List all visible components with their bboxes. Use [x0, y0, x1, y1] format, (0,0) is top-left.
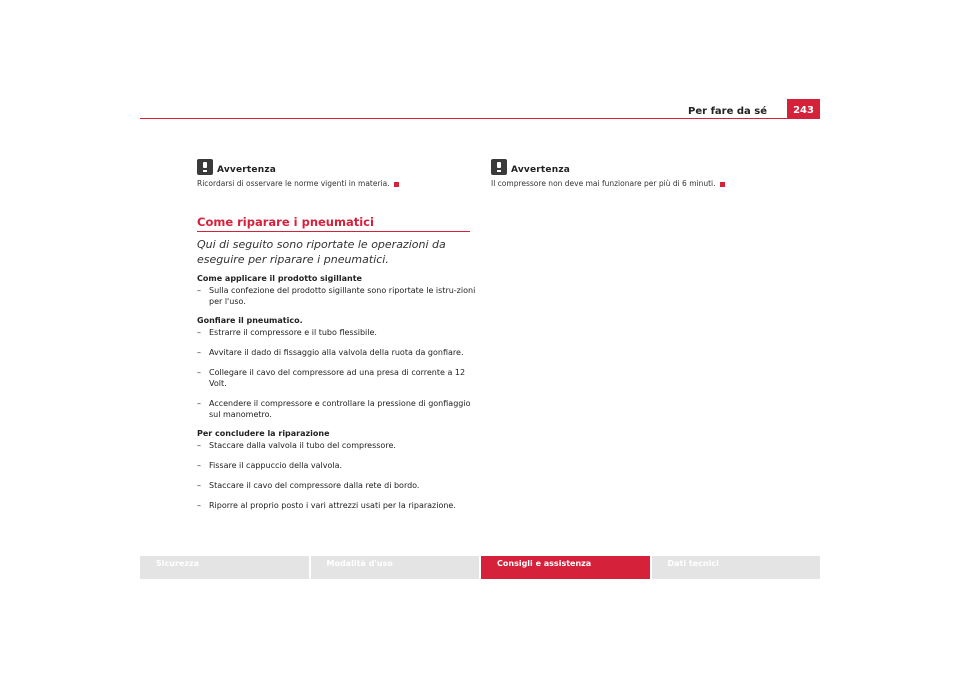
- section-end-icon: [720, 182, 725, 187]
- warning-note-right: [491, 159, 725, 188]
- dash: –: [197, 286, 201, 295]
- step-text: Riporre al proprio posto i vari attrezzi usati per la riparazione.: [209, 501, 456, 510]
- subheading: Come applicare il prodotto sigillante: [197, 274, 362, 283]
- note-body: Ricordarsi di osservare le norme vigenti in materia.: [197, 179, 390, 188]
- list-item: [197, 480, 477, 491]
- list-item: [197, 398, 477, 420]
- step-text: Staccare il cavo del compressore dalla rete di bordo.: [209, 481, 420, 490]
- warning-icon: [197, 159, 213, 175]
- list-item: [197, 367, 477, 389]
- dash: –: [197, 461, 201, 470]
- note-text: [197, 179, 399, 188]
- dash: –: [197, 348, 201, 357]
- dash: –: [197, 501, 201, 510]
- header-divider: [140, 118, 820, 119]
- note-title: Avvertenza: [511, 165, 571, 175]
- step-text: Collegare il cavo del compressore ad una presa di corrente a 12 Volt.: [209, 368, 466, 388]
- section-intro: Qui di seguito sono riportate le operazioni da eseguire per riparare i pneumatici.: [197, 238, 446, 266]
- list-item: [197, 347, 477, 358]
- step-text: Fissare il cappuccio della valvola.: [209, 461, 343, 470]
- step-text: Staccare dalla valvola il tubo del compressore.: [209, 441, 396, 450]
- footer-nav: [140, 556, 820, 579]
- step-text: Estrarre il compressore e il tubo flessibile.: [209, 328, 377, 337]
- warning-note-left: [197, 159, 399, 188]
- note-body: Il compressore non deve mai funzionare per più di 6 minuti.: [491, 179, 716, 188]
- dash: –: [197, 328, 201, 337]
- page-header: [0, 0, 960, 120]
- list-item: [197, 285, 477, 307]
- list-item: [197, 327, 477, 338]
- subheading: Gonfiare il pneumatico.: [197, 316, 303, 325]
- dash: –: [197, 481, 201, 490]
- warning-icon: [491, 159, 507, 175]
- tab-consigli-assistenza[interactable]: Consigli e assistenza: [481, 556, 650, 579]
- dash: –: [197, 368, 201, 377]
- note-header: [491, 159, 725, 175]
- step-text: Sulla confezione del prodotto sigillante sono riportate le istru-zioni per l'uso.: [209, 286, 476, 306]
- subheading: Per concludere la riparazione: [197, 429, 330, 438]
- chapter-title: Per fare da sé: [688, 106, 767, 117]
- list-item: [197, 440, 477, 451]
- list-item: [197, 500, 477, 511]
- tab-sicurezza[interactable]: Sicurezza: [140, 556, 309, 579]
- note-title: Avvertenza: [217, 165, 277, 175]
- note-header: [197, 159, 399, 175]
- instructions: [197, 274, 477, 520]
- section-divider: [197, 231, 470, 232]
- section-end-icon: [394, 182, 399, 187]
- list-item: [197, 460, 477, 471]
- dash: –: [197, 399, 201, 408]
- section-title: Come riparare i pneumatici: [197, 215, 374, 229]
- step-text: Accendere il compressore e controllare la pressione di gonfiaggio sul manometro.: [209, 399, 471, 419]
- page-number: 243: [787, 99, 820, 119]
- dash: –: [197, 441, 201, 450]
- step-text: Avvitare il dado di fissaggio alla valvola della ruota da gonfiare.: [209, 348, 464, 357]
- note-text: [491, 179, 725, 188]
- tab-modalita-uso[interactable]: Modalità d'uso: [311, 556, 480, 579]
- tab-dati-tecnici[interactable]: Dati tecnici: [652, 556, 821, 579]
